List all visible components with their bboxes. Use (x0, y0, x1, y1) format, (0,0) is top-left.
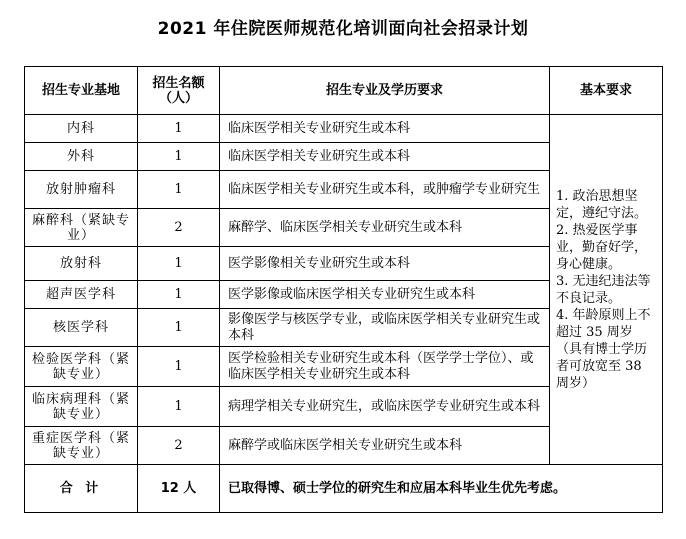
quota-cell: 1 (138, 281, 220, 309)
base-cell: 麻醉科（紧缺专业） (25, 209, 138, 247)
quota-cell: 1 (138, 171, 220, 209)
base-cell: 核医学科 (25, 309, 138, 347)
quota-cell: 1 (138, 247, 220, 281)
requirement-cell: 临床医学相关专业研究生或本科 (220, 115, 550, 143)
base-cell: 放射科 (25, 247, 138, 281)
header-requirement: 招生专业及学历要求 (220, 67, 550, 115)
quota-cell: 1 (138, 143, 220, 171)
base-cell: 检验医学科（紧缺专业） (25, 347, 138, 387)
quota-cell: 1 (138, 387, 220, 427)
basic-requirements-cell (550, 115, 663, 465)
table-row (25, 115, 663, 143)
base-cell: 外科 (25, 143, 138, 171)
recruitment-plan-table (24, 66, 663, 513)
requirement-cell: 临床医学相关专业研究生或本科 (220, 143, 550, 171)
base-cell: 重症医学科（紧缺专业） (25, 427, 138, 465)
requirement-cell: 麻醉学或临床医学相关专业研究生或本科 (220, 427, 550, 465)
quota-cell: 2 (138, 209, 220, 247)
quota-cell: 2 (138, 427, 220, 465)
header-quota: 招生名额（人） (138, 67, 220, 115)
base-cell: 超声医学科 (25, 281, 138, 309)
total-note: 已取得博、硕士学位的研究生和应届本科毕业生优先考虑。 (220, 465, 663, 513)
quota-cell: 1 (138, 347, 220, 387)
total-label: 合 计 (25, 465, 138, 513)
total-quota: 12 人 (138, 465, 220, 513)
basic-requirement-item: 1. 政治思想坚定，遵纪守法。 (556, 188, 648, 221)
base-cell: 临床病理科（紧缺专业） (25, 387, 138, 427)
basic-requirement-item: 3. 无违纪违法等不良记录。 (556, 273, 651, 306)
table-header-row (25, 67, 663, 115)
header-base: 招生专业基地 (25, 67, 138, 115)
base-cell: 放射肿瘤科 (25, 171, 138, 209)
document-title: 2021 年住院医师规范化培训面向社会招录计划 (157, 19, 529, 39)
requirement-cell: 病理学相关专业研究生，或临床医学专业研究生或本科 (220, 387, 550, 427)
basic-requirement-item: 2. 热爱医学事业，勤奋好学，身心健康。 (556, 222, 648, 272)
requirement-cell: 麻醉学、临床医学相关专业研究生或本科 (220, 209, 550, 247)
basic-requirement-item: 4. 年龄原则上不超过 35 周岁（具有博士学历者可放宽至 38 周岁） (556, 307, 651, 391)
requirement-cell: 医学影像相关专业研究生或本科 (220, 247, 550, 281)
requirement-cell: 医学检验相关专业研究生或本科（医学学士学位）、或临床医学相关专业研究生或本科 (220, 347, 550, 387)
quota-cell: 1 (138, 115, 220, 143)
base-cell: 内科 (25, 115, 138, 143)
total-row (25, 465, 663, 513)
header-basic: 基本要求 (550, 67, 663, 115)
requirement-cell: 影像医学与核医学专业，或临床医学相关专业研究生或本科 (220, 309, 550, 347)
requirement-cell: 临床医学相关专业研究生或本科，或肿瘤学专业研究生 (220, 171, 550, 209)
quota-cell: 1 (138, 309, 220, 347)
requirement-cell: 医学影像或临床医学相关专业研究生或本科 (220, 281, 550, 309)
